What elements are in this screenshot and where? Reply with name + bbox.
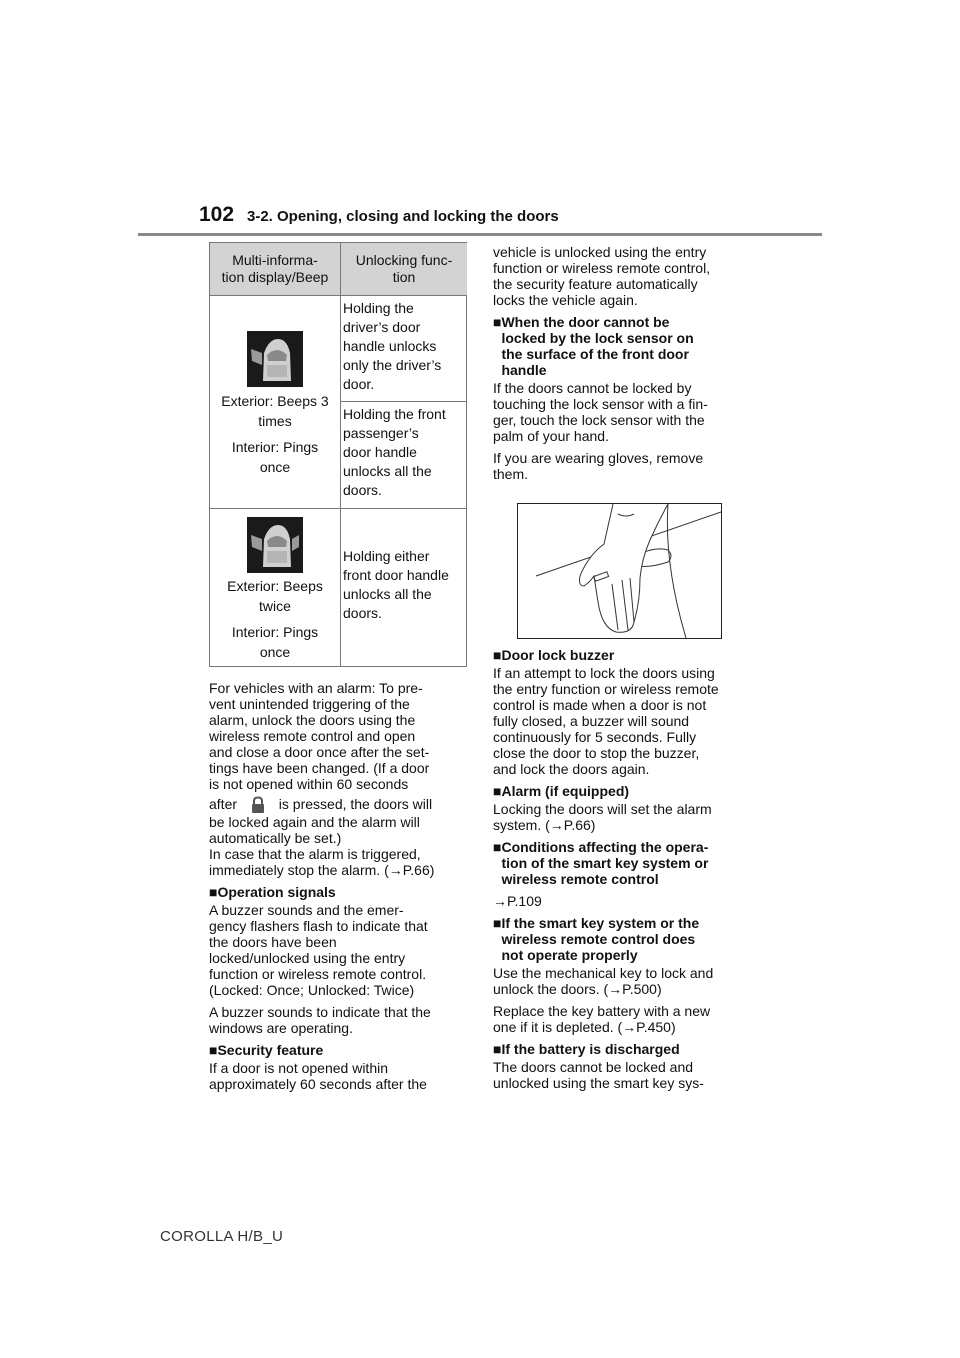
heading-conditions-affecting-operation: ■ Conditions affecting the opera- tion of the smart key system or wireless remote control — [493, 839, 709, 887]
right-column-top — [493, 244, 753, 488]
table-header-unlocking-function: Unlocking func- tion — [341, 243, 467, 295]
table-divider — [341, 401, 466, 402]
heading-operation-signals: ■Operation signals — [209, 884, 336, 901]
conditions-reference: →P.109 — [493, 893, 542, 909]
table-header-display-beep: Multi-informa- tion display/Beep — [210, 243, 341, 295]
heading-door-cannot-be-locked: ■ When the door cannot be locked by the lock sensor on the surface of the front door handle — [493, 314, 694, 378]
table-divider — [210, 508, 466, 509]
header-rule — [138, 233, 822, 236]
table-divider — [210, 295, 466, 296]
heading-security-feature: ■Security feature — [209, 1042, 324, 1059]
page-number: 102 — [199, 203, 235, 226]
alarm-note: For vehicles with an alarm: To pre- vent unintended triggering of the alarm, unlock the doors using the wireless remote control and open and close a door once after the set- tings have been changed. (If a door is not opened within 60 seconds after is pressed, the doors will be locked again and the alarm will automatically be set.) In case that the alarm is triggered, immediately stop the alarm. (→P.66) — [209, 680, 435, 879]
row1-function-driver: Holding the driver’s door handle unlocks only the driver’s door. — [343, 300, 442, 392]
heading-door-lock-buzzer: ■Door lock buzzer — [493, 647, 615, 663]
operation-signals-paragraph: A buzzer sounds and the emer- gency flashers flash to indicate that the doors have been locked/unlocked using the entry function or wireless remote control. (Locked: Once; Unlocked: Twice) — [209, 902, 428, 999]
security-feature-continued: vehicle is unlocked using the entry function or wireless remote control, the security feature automatically locks the vehicle again. — [493, 244, 711, 308]
mechanical-key-paragraph: Use the mechanical key to lock and unlock the doors. (→P.500) — [493, 965, 714, 997]
left-column — [209, 680, 471, 1098]
hand-on-door-handle-illustration — [517, 503, 722, 639]
heading-smart-key-not-operating: ■ If the smart key system or the wireless remote control does not operate properly — [493, 915, 700, 963]
row1-function-passenger: Holding the front passenger’s door handle unlocks all the doors. — [343, 406, 446, 498]
security-feature-paragraph: If a door is not opened within approximately 60 seconds after the — [209, 1060, 427, 1093]
alarm-paragraph: Locking the doors will set the alarm system. (→P.66) — [493, 801, 712, 833]
heading-alarm: ■Alarm (if equipped) — [493, 783, 630, 799]
unlocking-function-table — [209, 242, 467, 667]
lock-icon — [249, 796, 267, 814]
heading-battery-discharged: ■If the battery is discharged — [493, 1041, 680, 1057]
operation-signals-windows: A buzzer sounds to indicate that the windows are operating. — [209, 1004, 431, 1037]
row1-signal-text: Exterior: Beeps 3 times Interior: Pings once — [221, 393, 329, 475]
section-title: 3-2. Opening, closing and locking the doors — [247, 208, 559, 225]
car-both-doors-open-icon — [247, 517, 303, 573]
door-lock-buzzer-paragraph: If an attempt to lock the doors using the entry function or wireless remote control is made when a door is not fully closed, a buzzer will sound continuously for 5 seconds. Fully close the door to stop the buzzer, and lock the doors again. — [493, 665, 719, 777]
car-one-door-open-icon — [247, 331, 303, 387]
gloves-paragraph: If you are wearing gloves, remove them. — [493, 450, 704, 482]
row2-function-either: Holding either front door handle unlocks all the doors. — [343, 548, 449, 621]
battery-discharged-paragraph: The doors cannot be locked and unlocked using the smart key sys- — [493, 1059, 704, 1091]
key-battery-paragraph: Replace the key battery with a new one if it is depleted. (→P.450) — [493, 1003, 711, 1035]
cannot-lock-paragraph: If the doors cannot be locked by touching the lock sensor with a fin- ger, touch the lock sensor with the palm of your hand. — [493, 380, 708, 444]
row2-signal-text: Exterior: Beeps twice Interior: Pings once — [227, 578, 323, 660]
footer-model: COROLLA H/B_U — [160, 1228, 284, 1245]
right-column-bottom — [493, 647, 755, 1097]
